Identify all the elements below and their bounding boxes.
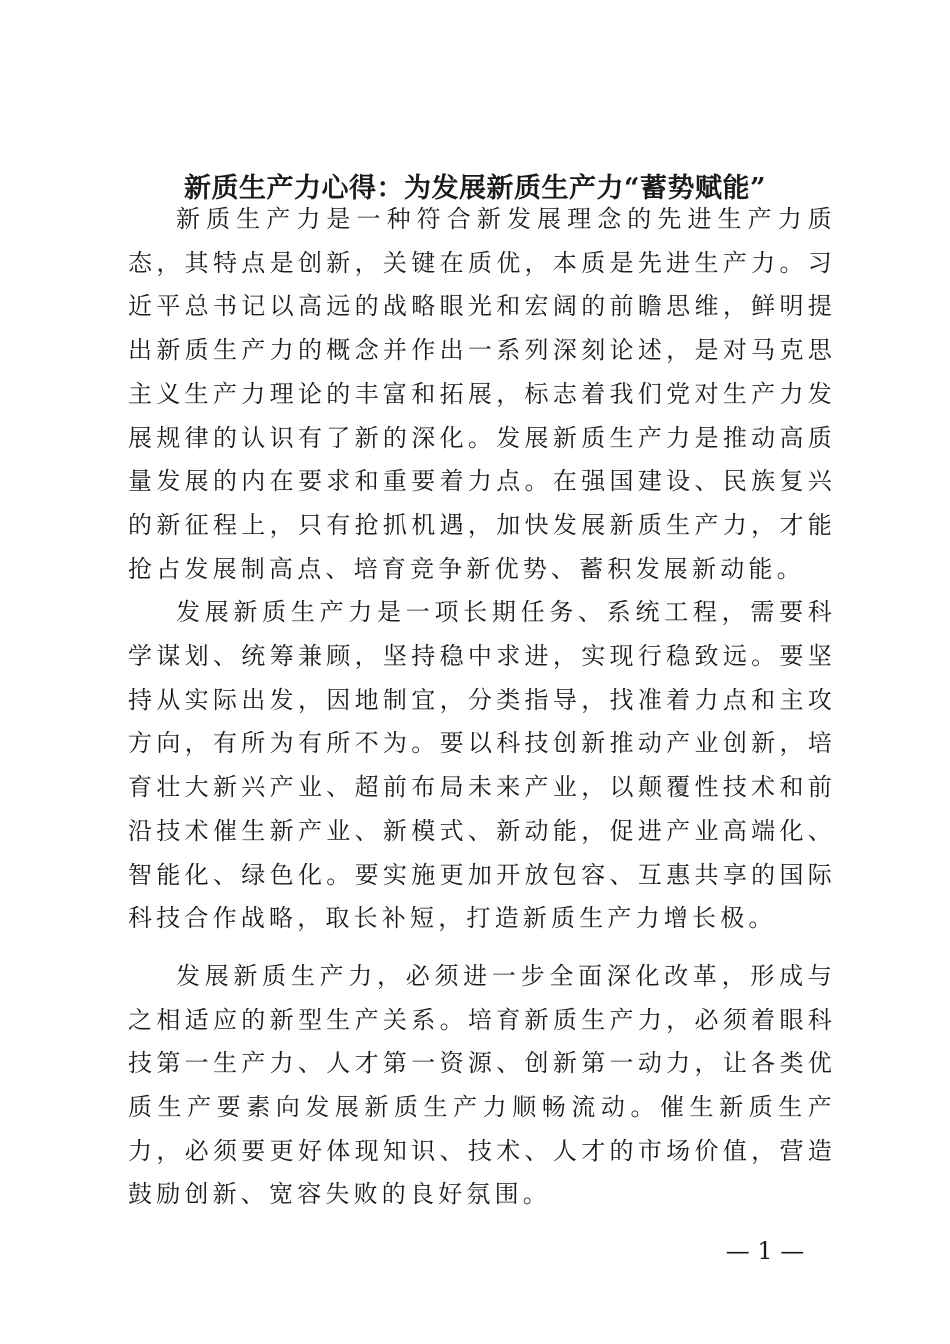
paragraph-3: 发展新质生产力，必须进一步全面深化改革，形成与之相适应的新型生产关系。培育新质生产力，必须着眼科技第一生产力、人才第一资源、创新第一动力，让各类优质生产要素向发展新质生产力顺畅流动。催生新质生产力，必须要更好体现知识、技术、人才的市场价值，营造鼓励创新、宽容失败的良好氛围。 bbox=[128, 961, 836, 1209]
page-number: — 1 — bbox=[725, 1237, 805, 1265]
paragraph-1: 新质生产力是一种符合新发展理念的先进生产力质态，其特点是创新，关键在质优，本质是先进生产力。习近平总书记以高远的战略眼光和宏阔的前瞻思维，鲜明提出新质生产力的概念并作出一系列深刻论述，是对马克思主义生产力理论的丰富和拓展，标志着我们党对生产力发展规律的认识有了新的深化。发展新质生产力是推动高质量发展的内在要求和重要着力点。在强国建设、民族复兴的新征程上，只有抢抓机遇，加快发展新质生产力，才能抢占发展制高点、培育竞争新优势、蓄积发展新动能。 bbox=[128, 205, 836, 583]
document-title: 新质生产力心得：为发展新质生产力“蓄势赋能” bbox=[183, 173, 767, 205]
document-body bbox=[128, 198, 836, 1217]
paragraph-2: 发展新质生产力是一项长期任务、系统工程，需要科学谋划、统筹兼顾，坚持稳中求进，实现行稳致远。要坚持从实际出发，因地制宜，分类指导，找准着力点和主攻方向，有所为有所不为。要以科技创新推动产业创新，培育壮大新兴产业、超前布局未来产业，以颠覆性技术和前沿技术催生新产业、新模式、新动能，促进产业高端化、智能化、绿色化。要实施更加开放包容、互惠共享的国际科技合作战略，取长补短，打造新质生产力增长极。 bbox=[128, 598, 836, 933]
